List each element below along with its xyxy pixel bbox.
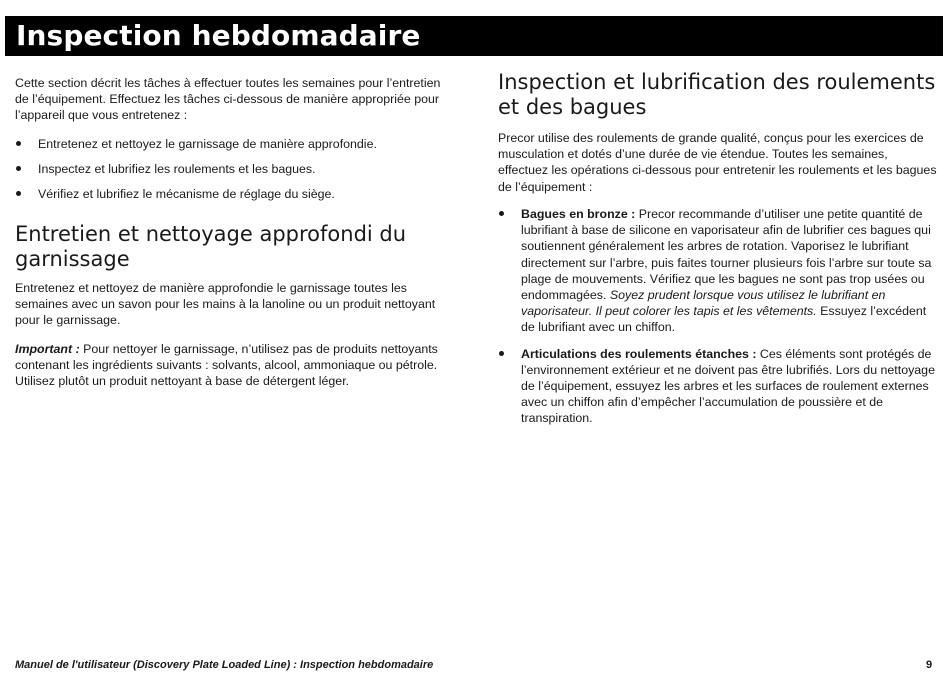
task-list <box>15 136 377 210</box>
list-item: Inspectez et lubrifiez les roulements et les bagues. <box>15 161 377 177</box>
list-item: Entretenez et nettoyez le garnissage de manière approfondie. <box>15 136 377 152</box>
bullet-label: Bagues en bronze : <box>521 207 636 221</box>
section-heading-bearings: Inspection et lubrification des roulements et des bagues <box>498 70 936 119</box>
upholstery-paragraph: Entretenez et nettoyez de manière approfondie le garnissage toutes les semaines avec un savon pour les mains à la lanoline ou un produit nettoyant pour le garnissage. <box>15 281 436 328</box>
list-item-sealed-bearings <box>498 346 938 427</box>
header-bar <box>5 16 943 56</box>
footer-text: Manuel de l'utilisateur (Discovery Plate Loaded Line) : Inspection hebdomadaire <box>15 659 434 671</box>
important-note <box>15 341 455 390</box>
important-text: Pour nettoyer le garnissage, n’utilisez pas de produits nettoyants contenant les ingrédients suivants : solvants, alcool, ammoniaque ou pétrole. Utilisez plutôt un produit nettoyant à base de détergent léger. <box>15 342 438 389</box>
page-number: 9 <box>926 659 933 671</box>
important-label: Important : <box>15 342 80 356</box>
intro-paragraph: Cette section décrit les tâches à effectuer toutes les semaines pour l’entretien de l’équipement. Effectuez les tâches ci-dessous de manière appropriée pour l’appareil que vous entretenez : <box>15 76 441 123</box>
section-heading-upholstery: Entretien et nettoyage approfondi du garnissage <box>15 222 407 271</box>
bullet-text-end: Essuyez l’excédent de lubrifiant avec un chiffon. <box>521 304 927 335</box>
bearings-intro: Precor utilise des roulements de grande qualité, conçus pour les exercices de musculation et dotés d’une durée de vie étendue. Toutes les semaines, effectuez les opérations ci-dessous pour entretenir les roulements et les bagues de l’équipement : <box>498 131 937 194</box>
bullet-warning: Soyez prudent lorsque vous utilisez le lubrifiant en vaporisateur. Il peut colorer les tapis et les vêtements. <box>521 288 886 319</box>
bearings-list <box>498 206 938 437</box>
bullet-text: Precor recommande d’utiliser une petite quantité de lubrifiant à base de silicone en vaporisateur afin de lubrifier ces bagues qui soutiennent généralement les arbres de rotation. Vaporisez le lubrifiant directement sur l’arbre, puis faites tourner plusieurs fois l’arbre sur toute sa plage de mouvements. Vérifiez que les bagues ne sont pas trop usées ou endommagées. <box>521 207 932 303</box>
bullet-label: Articulations des roulements étanches : <box>521 346 757 361</box>
page-title: Inspection hebdomadaire <box>16 19 421 52</box>
bullet-text: Ces éléments sont protégés de l’environnement extérieur et ne doivent pas être lubrifiés. Lors du nettoyage de l’équipement, essuyez les arbres et les surfaces de roulement externes avec un chiffon afin d’empêcher l’accumulation de poussière et de transpiration. <box>521 346 935 426</box>
list-item-bronze-bushings <box>498 206 938 336</box>
list-item: Vérifiez et lubrifiez le mécanisme de réglage du siège. <box>15 186 377 202</box>
